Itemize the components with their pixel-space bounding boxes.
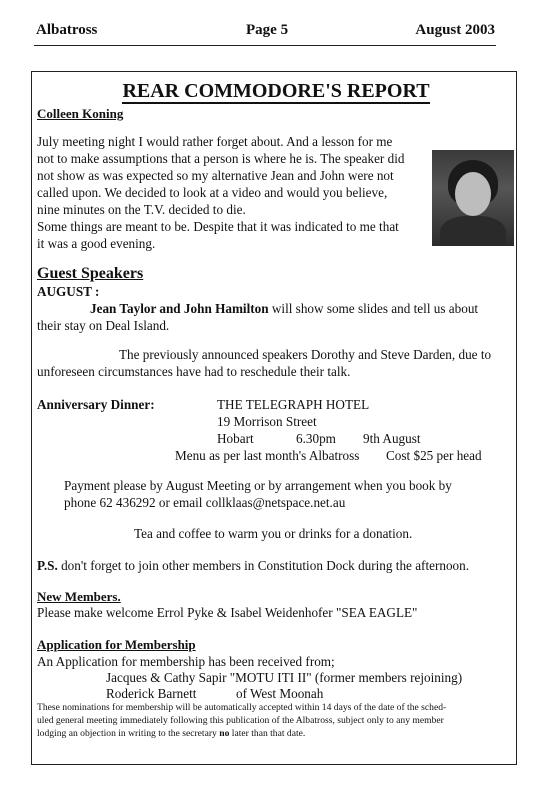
membership-applicant-place: of West Moonah: [236, 686, 324, 701]
new-members-text: Please make welcome Errol Pyke & Isabel Weidenhofer "SEA EAGLE": [37, 605, 418, 620]
dinner-street: 19 Morrison Street: [217, 414, 317, 429]
ps-note: [37, 557, 469, 574]
dinner-time: 6.30pm: [296, 431, 336, 446]
reschedule-note: The previously announced speakers Dorothy and Steve Darden, due to: [119, 347, 492, 362]
intro-line: July meeting night I would rather forget about. And a lesson for me: [37, 134, 393, 149]
payment-line: Payment please by August Meeting or by arrangement when you book by: [64, 478, 452, 493]
membership-fine-print: lodging an objection in writing to the secretary no later than that date.: [37, 728, 306, 739]
author-name: Colleen Koning: [37, 106, 124, 121]
author-photo: [432, 150, 514, 246]
header-divider: [34, 45, 496, 46]
new-members-heading: New Members.: [37, 589, 121, 604]
membership-applicant: Jacques & Cathy Sapir "MOTU ITI II" (former members rejoining): [106, 670, 463, 685]
membership-applicant-name: Roderick Barnett: [106, 686, 197, 701]
dinner-cost: Cost $25 per head: [386, 448, 482, 463]
intro-line: not show as was expected so my alternative Jean and John were not: [37, 168, 394, 183]
membership-heading: Application for Membership: [37, 637, 196, 652]
intro-line: Some things are meant to be. Despite that it was indicated to me that: [37, 219, 399, 234]
speaker-names: Jean Taylor and John Hamilton: [90, 301, 269, 316]
intro-line: not to make assumptions that a person is where he is. The speaker did: [37, 151, 405, 166]
guest-month: AUGUST :: [37, 284, 100, 299]
ps-text: don't forget to join other members in Constitution Dock during the afternoon.: [57, 558, 470, 573]
reschedule-note-2: unforeseen circumstances have had to reschedule their talk.: [37, 364, 351, 379]
guest-speakers-heading: Guest Speakers: [37, 265, 144, 282]
membership-fine-print: These nominations for membership will be automatically accepted within 14 days of the date of the sched-: [37, 702, 447, 713]
page-number: Page 5: [246, 22, 289, 38]
dinner-city: Hobart: [217, 431, 254, 446]
intro-line: it was a good evening.: [37, 236, 156, 251]
intro-line: called upon. We decided to look at a video and would you believe,: [37, 185, 388, 200]
dinner-label: Anniversary Dinner:: [37, 397, 155, 412]
dinner-menu: Menu as per last month's Albatross: [175, 448, 360, 463]
membership-intro: An Application for membership has been received from;: [37, 654, 335, 669]
ps-label: P.S.: [37, 558, 58, 573]
guest-speakers-line2: their stay on Deal Island.: [37, 318, 170, 333]
payment-line-2: phone 62 436292 or email collklaas@netspace.net.au: [64, 495, 346, 510]
issue-date: August 2003: [415, 22, 495, 38]
page-header: [36, 22, 495, 42]
guest-speakers-line: [90, 300, 478, 317]
dinner-date: 9th August: [363, 431, 421, 446]
article-title: REAR COMMODORE'S REPORT: [122, 80, 430, 102]
dinner-venue: THE TELEGRAPH HOTEL: [217, 397, 370, 412]
tea-note: Tea and coffee to warm you or drinks for a donation.: [134, 526, 413, 541]
membership-fine-print: uled general meeting immediately following this publication of the Albatross, subject only to any member: [37, 715, 444, 726]
newsletter-name: Albatross: [36, 22, 98, 38]
speaker-desc: will show some slides and tell us about: [268, 301, 479, 316]
intro-line: nine minutes on the T.V. decided to die.: [37, 202, 246, 217]
